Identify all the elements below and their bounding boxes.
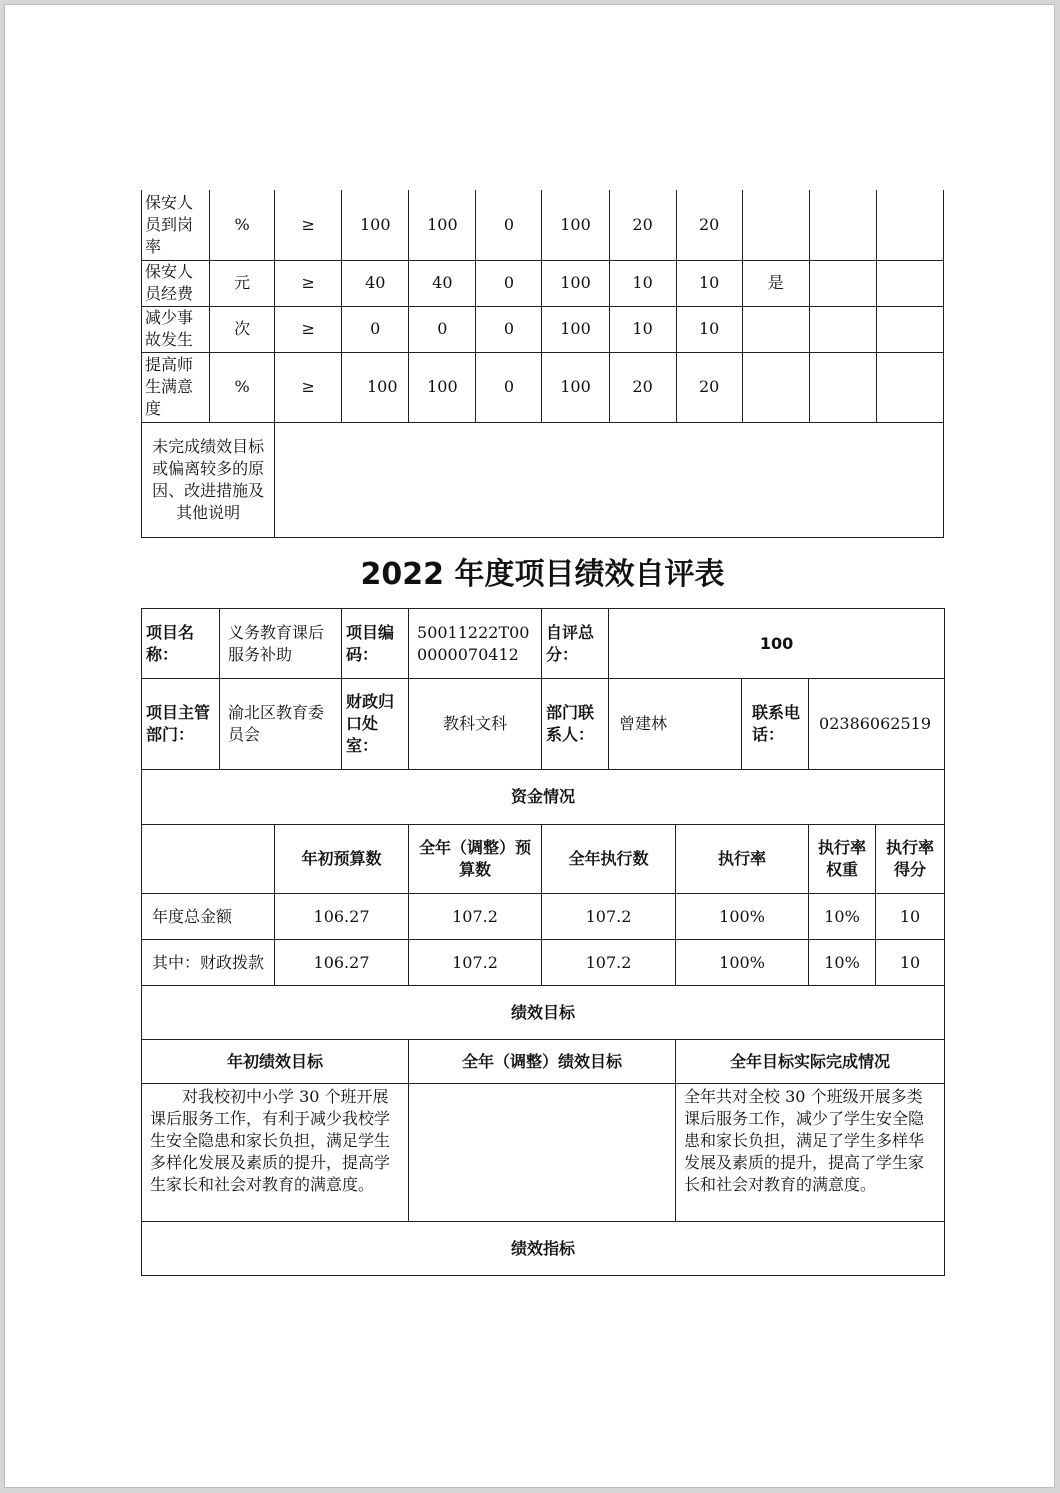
empty-cell (809, 260, 876, 306)
project-name-value: 义务教育课后服务补助 (220, 609, 342, 679)
indicator-operator: ≥ (275, 306, 342, 352)
indicator-operator: ≥ (275, 190, 342, 260)
contact-value: 曾建林 (609, 679, 742, 770)
indicator-deviation: 0 (476, 306, 542, 352)
empty-cell (876, 260, 943, 306)
indicator-weight: 10 (609, 306, 676, 352)
table-row (142, 894, 945, 940)
empty-cell (809, 306, 876, 352)
continued-indicator-table (141, 190, 944, 538)
indicator-flag (742, 306, 809, 352)
funding-cell: 100% (676, 894, 809, 940)
indicator-unit: % (210, 190, 275, 260)
indicator-deviation: 0 (476, 260, 542, 306)
goals-section-title: 绩效目标 (142, 986, 945, 1040)
unfinished-reason-label: 未完成绩效目标或偏离较多的原因、改进措施及其他说明 (142, 422, 275, 537)
funding-section-title: 资金情况 (142, 770, 945, 825)
managing-dept-label: 项目主管部门： (142, 679, 220, 770)
table-row (142, 940, 945, 986)
funding-header-executed: 全年执行数 (542, 825, 676, 894)
goals-initial-text: 对我校初中小学 30 个班开展课后服务工作，有利于减少我校学生安全隐患和家长负担，满足学生多样化发展及素质的提升，提高学生家长和社会对教育的满意度。 (142, 1084, 409, 1222)
indicator-actual: 0 (409, 306, 476, 352)
indicator-unit: 次 (210, 306, 275, 352)
contact-label: 部门联系人： (542, 679, 609, 770)
project-code-label: 项目编码： (342, 609, 409, 679)
indicator-actual: 100 (409, 352, 476, 422)
table-row (142, 306, 944, 352)
table-row (142, 1040, 945, 1084)
goals-header-actual: 全年目标实际完成情况 (676, 1040, 945, 1084)
funding-header-adjusted-budget: 全年（调整）预算数 (409, 825, 542, 894)
finance-office-label: 财政归口处室： (342, 679, 409, 770)
form-title: 2022 年度项目绩效自评表 (360, 557, 725, 592)
indicator-deviation: 0 (476, 190, 542, 260)
unfinished-reason-text (275, 422, 944, 537)
indicator-target: 100 (342, 352, 409, 422)
empty-cell (876, 306, 943, 352)
funding-header-initial-budget: 年初预算数 (275, 825, 409, 894)
funding-cell: 10 (876, 940, 945, 986)
indicator-operator: ≥ (275, 260, 342, 306)
indicator-flag (742, 352, 809, 422)
table-row (142, 825, 945, 894)
funding-cell: 10% (809, 940, 876, 986)
self-evaluation-table (141, 608, 945, 1276)
funding-cell: 106.27 (275, 940, 409, 986)
indicator-flag (742, 190, 809, 260)
goals-header-adjusted: 全年（调整）绩效目标 (409, 1040, 676, 1084)
indicators-section-title: 绩效指标 (142, 1222, 945, 1276)
indicator-weight: 10 (609, 260, 676, 306)
indicator-actual: 40 (409, 260, 476, 306)
funding-row-label: 年度总金额 (142, 894, 275, 940)
table-row (142, 770, 945, 825)
managing-dept-value: 渝北区教育委员会 (220, 679, 342, 770)
funding-cell: 10% (809, 894, 876, 940)
self-score-value: 100 (609, 609, 945, 679)
table-row (142, 679, 945, 770)
indicator-deviation: 0 (476, 352, 542, 422)
indicator-completion: 100 (542, 306, 609, 352)
table-row (142, 986, 945, 1040)
table-row (142, 1222, 945, 1276)
indicator-score: 10 (676, 306, 742, 352)
empty-cell (809, 190, 876, 260)
funding-header-rate-weight: 执行率权重 (809, 825, 876, 894)
funding-cell: 106.27 (275, 894, 409, 940)
table-row (142, 422, 944, 537)
table-row (142, 352, 944, 422)
indicator-unit: % (210, 352, 275, 422)
indicator-operator: ≥ (275, 352, 342, 422)
empty-cell (876, 352, 943, 422)
funding-cell: 107.2 (409, 894, 542, 940)
indicator-name: 提高师生满意度 (142, 352, 210, 422)
indicator-target: 0 (342, 306, 409, 352)
funding-cell: 107.2 (542, 894, 676, 940)
indicator-name: 保安人员经费 (142, 260, 210, 306)
goals-adjusted-text (409, 1084, 676, 1222)
project-name-label: 项目名称： (142, 609, 220, 679)
indicator-target: 40 (342, 260, 409, 306)
phone-value: 02386062519 (809, 679, 945, 770)
indicator-target: 100 (342, 190, 409, 260)
table-row (142, 1084, 945, 1222)
table-row (142, 260, 944, 306)
indicator-flag: 是 (742, 260, 809, 306)
table-row (142, 609, 945, 679)
indicator-weight: 20 (609, 352, 676, 422)
project-code-value: 50011222T000000070412 (409, 609, 542, 679)
indicator-score: 20 (676, 352, 742, 422)
indicator-weight: 20 (609, 190, 676, 260)
indicator-actual: 100 (409, 190, 476, 260)
funding-header-blank (142, 825, 275, 894)
funding-row-label: 其中：财政拨款 (142, 940, 275, 986)
indicator-name: 保安人员到岗率 (142, 190, 210, 260)
empty-cell (809, 352, 876, 422)
indicator-unit: 元 (210, 260, 275, 306)
table-row (142, 190, 944, 260)
funding-header-rate-score: 执行率得分 (876, 825, 945, 894)
indicator-score: 10 (676, 260, 742, 306)
self-score-label: 自评总分： (542, 609, 609, 679)
indicator-completion: 100 (542, 352, 609, 422)
indicator-completion: 100 (542, 260, 609, 306)
indicator-name: 减少事故发生 (142, 306, 210, 352)
empty-cell (876, 190, 943, 260)
goals-header-initial: 年初绩效目标 (142, 1040, 409, 1084)
finance-office-value: 教科文科 (409, 679, 542, 770)
goals-actual-text: 全年共对全校 30 个班级开展多类课后服务工作，减少了学生安全隐患和家长负担，满足了学生多样华发展及素质的提升，提高了学生家长和社会对教育的满意度。 (676, 1084, 945, 1222)
funding-cell: 107.2 (409, 940, 542, 986)
funding-cell: 100% (676, 940, 809, 986)
funding-header-rate: 执行率 (676, 825, 809, 894)
indicator-score: 20 (676, 190, 742, 260)
funding-cell: 10 (876, 894, 945, 940)
phone-label: 联系电话： (742, 679, 809, 770)
funding-cell: 107.2 (542, 940, 676, 986)
indicator-completion: 100 (542, 190, 609, 260)
